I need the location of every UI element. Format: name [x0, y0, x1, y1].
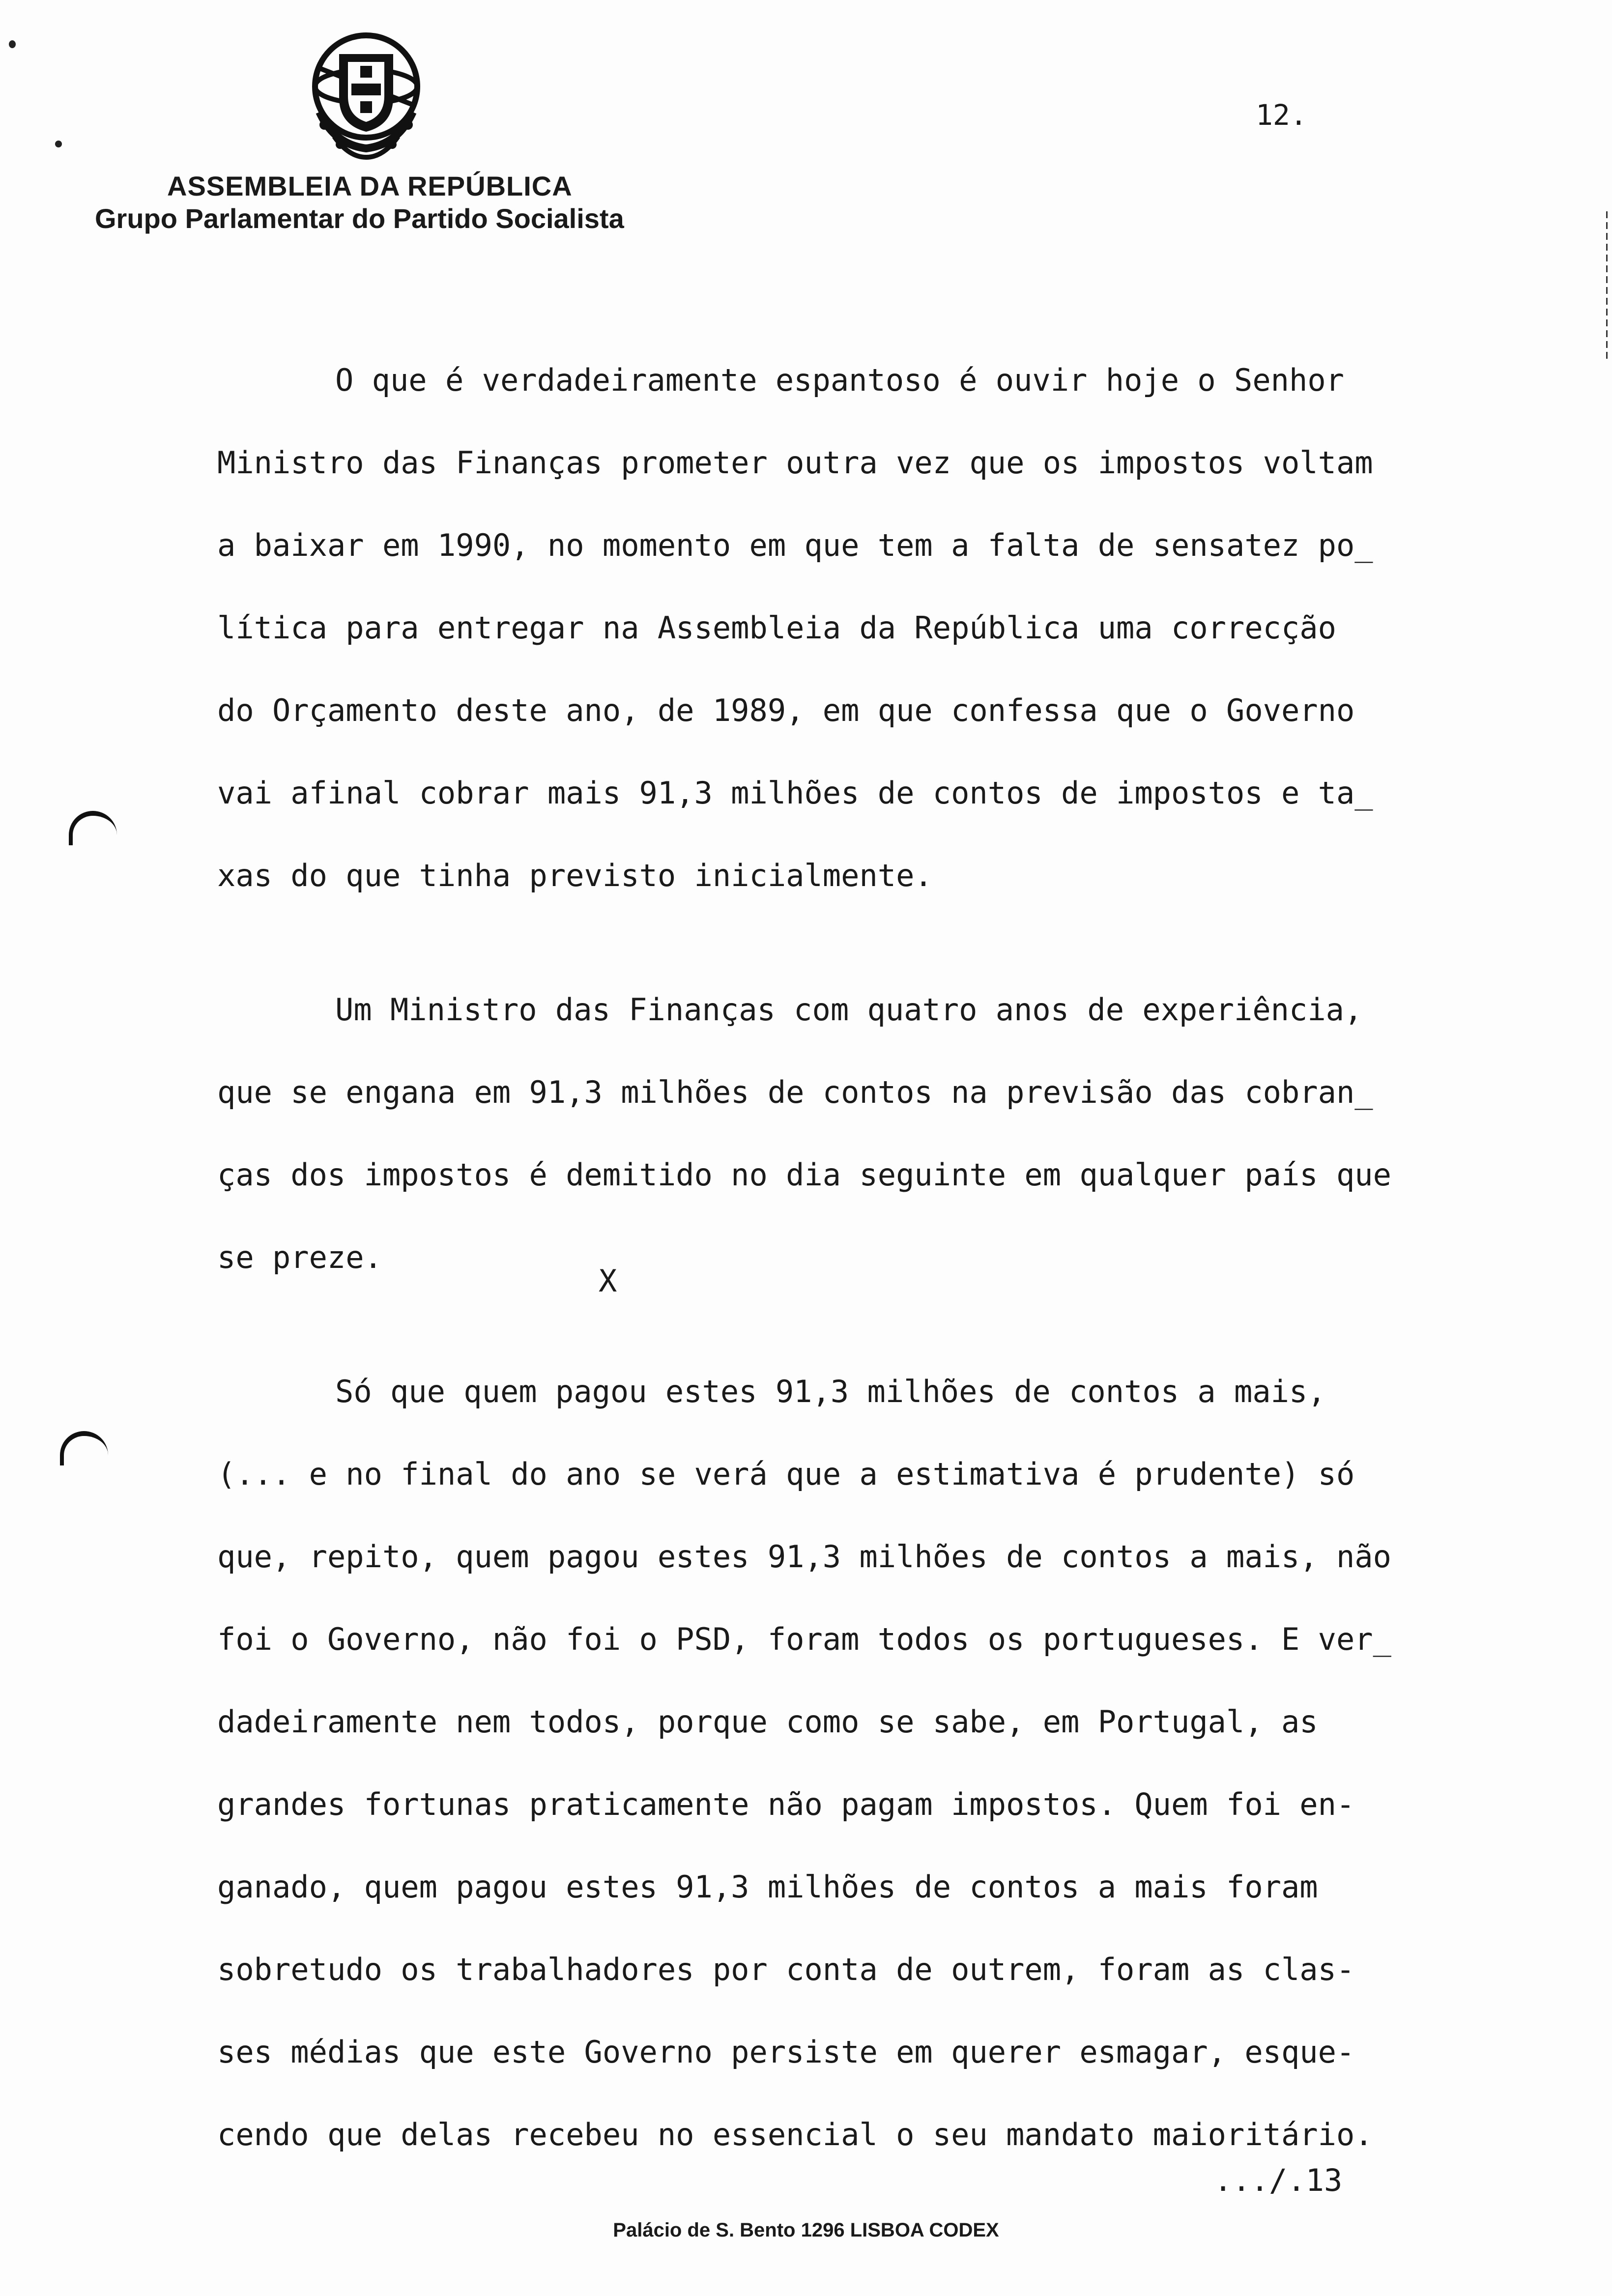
scan-speck	[55, 141, 62, 147]
organization-name: ASSEMBLEIA DA REPÚBLICA	[167, 171, 573, 201]
footer-address: Palácio de S. Bento 1296 LISBOA CODEX	[613, 2219, 999, 2241]
punch-hole-mark	[69, 811, 117, 845]
text-line: Um Ministro das Finanças com quatro anos de experiência,	[335, 992, 1363, 1028]
paragraph-3	[217, 1350, 1466, 2176]
text-line: vai afinal cobrar mais 91,3 milhões de contos de impostos e ta̲	[217, 775, 1373, 811]
text-line: xas do que tinha previsto inicialmente.	[217, 858, 933, 893]
text-line: dadeiramente nem todos, porque como se sabe, em Portugal, as	[217, 1704, 1318, 1740]
text-line: foi o Governo, não foi o PSD, foram todos os portugueses. E ver̲	[217, 1621, 1391, 1657]
text-line: que se engana em 91,3 milhões de contos na previsão das cobran̲	[217, 1074, 1373, 1110]
punch-hole-mark	[60, 1431, 108, 1465]
text-line: que, repito, quem pagou estes 91,3 milhões de contos a mais, não	[217, 1539, 1391, 1575]
coat-of-arms-icon	[305, 29, 428, 161]
text-line: cendo que delas recebeu no essencial o seu mandato maioritário.	[217, 2117, 1373, 2152]
text-line: se preze.	[217, 1239, 382, 1275]
text-line: Só que quem pagou estes 91,3 milhões de contos a mais,	[335, 1374, 1326, 1409]
text-line: ganado, quem pagou estes 91,3 milhões de contos a mais foram	[217, 1869, 1318, 1905]
scan-speck	[9, 40, 16, 48]
text-line: ses médias que este Governo persiste em querer esmagar, esque-	[217, 2034, 1355, 2070]
text-line: sobretudo os trabalhadores por conta de outrem, foram as clas-	[217, 1952, 1355, 1987]
text-line: (... e no final do ano se verá que a estimativa é prudente) só	[217, 1456, 1355, 1492]
page-number: 12.	[1256, 98, 1307, 132]
text-line: grandes fortunas praticamente não pagam impostos. Quem foi en-	[217, 1786, 1355, 1822]
text-line: lítica para entregar na Assembleia da República uma correcção	[217, 610, 1336, 646]
section-divider-mark: X	[599, 1263, 617, 1299]
paragraph-2	[217, 969, 1466, 1299]
text-line: do Orçamento deste ano, de 1989, em que confessa que o Governo	[217, 692, 1355, 728]
text-line: Ministro das Finanças prometer outra vez que os impostos voltam	[217, 445, 1373, 481]
parliamentary-group-name: Grupo Parlamentar do Partido Socialista	[95, 203, 624, 234]
document-body	[217, 339, 1466, 2176]
text-line: ças dos impostos é demitido no dia seguinte em qualquer país que	[217, 1157, 1391, 1193]
continuation-marker: .../.13	[1214, 2162, 1343, 2198]
paragraph-1	[217, 339, 1466, 917]
text-line: a baixar em 1990, no momento em que tem a falta de sensatez po̲	[217, 527, 1373, 563]
text-line: O que é verdadeiramente espantoso é ouvir hoje o Senhor	[335, 362, 1344, 398]
scan-edge-line	[1606, 211, 1608, 359]
